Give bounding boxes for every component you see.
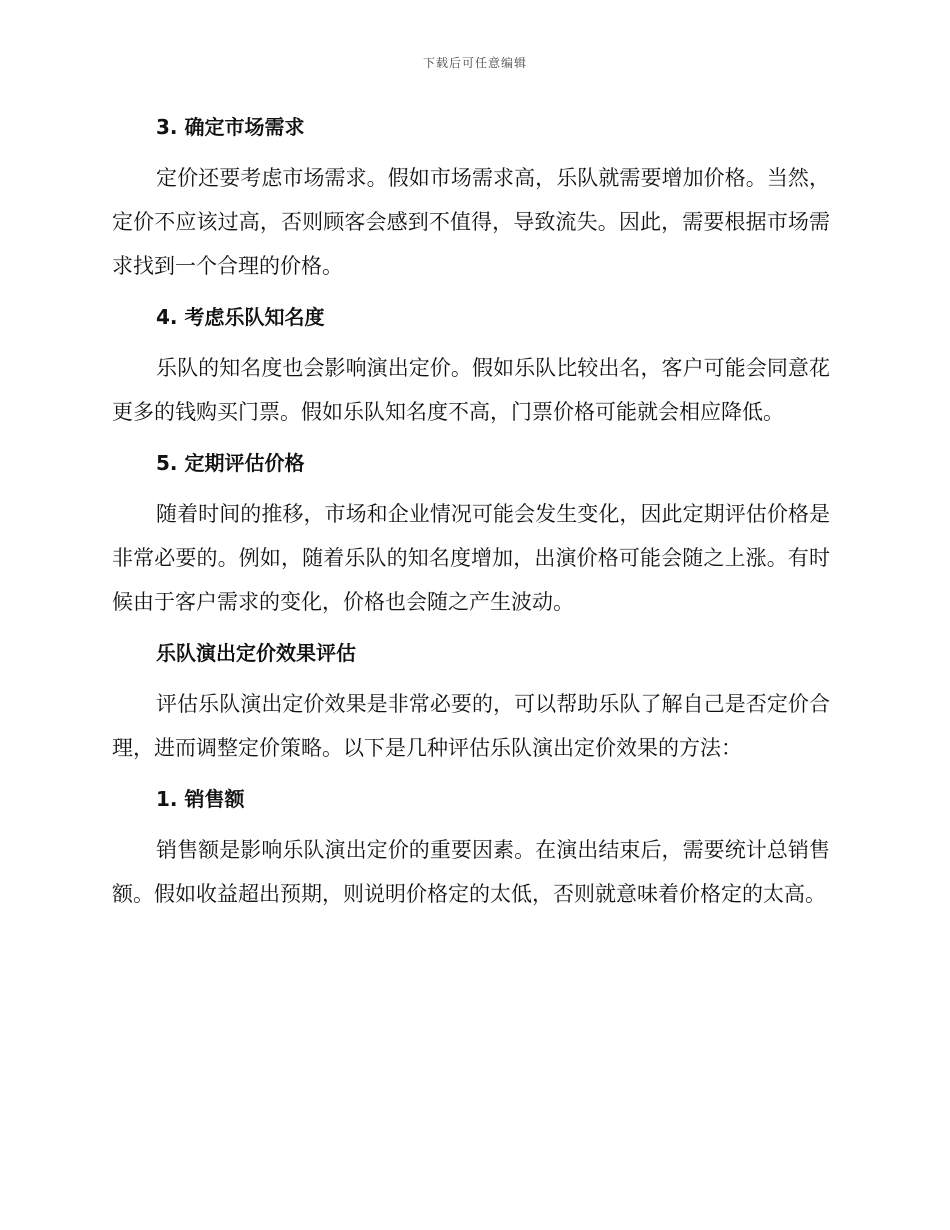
document-body [112, 112, 830, 916]
section-paragraph-pricing-evaluation: 评估乐队演出定价效果是非常必要的，可以帮助乐队了解自己是否定价合理，进而调整定价策略。以下是几种评估乐队演出定价效果的方法： [112, 692, 830, 760]
page-header-note: 下载后可任意编辑 [422, 56, 527, 70]
section-paragraph-sales: 销售额是影响乐队演出定价的重要因素。在演出结束后，需要统计总销售额。假如收益超出预期，则说明价格定的太低，否则就意味着价格定的太高。 [112, 838, 830, 906]
section-heading-market-demand: 3. 确定市场需求 [156, 115, 305, 139]
section-heading-band-popularity: 4. 考虑乐队知名度 [156, 305, 325, 329]
section-heading-pricing-evaluation: 乐队演出定价效果评估 [156, 641, 356, 665]
section-paragraph-market-demand: 定价还要考虑市场需求。假如市场需求高，乐队就需要增加价格。当然，定价不应该过高，否则顾客会感到不值得，导致流失。因此，需要根据市场需求找到一个合理的价格。 [112, 166, 830, 278]
section-heading-periodic-review: 5. 定期评估价格 [156, 451, 305, 475]
section-paragraph-band-popularity: 乐队的知名度也会影响演出定价。假如乐队比较出名，客户可能会同意花更多的钱购买门票。假如乐队知名度不高，门票价格可能就会相应降低。 [112, 356, 830, 424]
section-paragraph-periodic-review: 随着时间的推移，市场和企业情况可能会发生变化，因此定期评估价格是非常必要的。例如，随着乐队的知名度增加，出演价格可能会随之上涨。有时候由于客户需求的变化，价格也会随之产生波动。 [112, 502, 830, 614]
section-heading-sales: 1. 销售额 [156, 787, 245, 811]
